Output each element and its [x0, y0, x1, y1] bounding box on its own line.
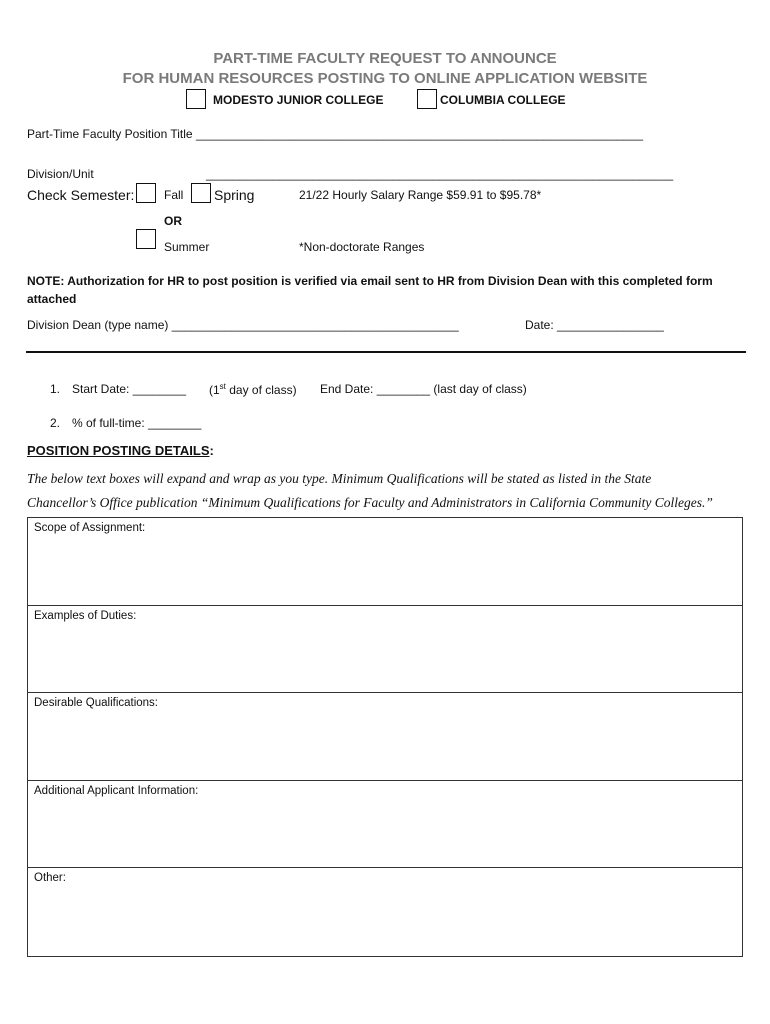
- columbia-label: COLUMBIA COLLEGE: [440, 93, 566, 107]
- non-doctorate-note: *Non-doctorate Ranges: [299, 240, 425, 254]
- spring-label: Spring: [214, 187, 255, 203]
- division-unit-line[interactable]: ______________________________________________________________________: [206, 167, 674, 181]
- instructions-line1: The below text boxes will expand and wrap as you type. Minimum Qualifications will be stated as listed in the State: [27, 471, 652, 486]
- check-semester-label: Check Semester:: [27, 187, 135, 203]
- fall-checkbox[interactable]: [136, 183, 156, 203]
- scope-of-assignment-box[interactable]: [28, 518, 742, 606]
- end-date-field[interactable]: End Date: ________ (last day of class): [320, 382, 527, 396]
- posting-details-table: [27, 517, 743, 957]
- desirable-qualifications-box[interactable]: [28, 693, 742, 781]
- divider-rule: [26, 351, 746, 353]
- additional-applicant-info-label: Additional Applicant Information:: [34, 785, 199, 797]
- posting-heading-text: POSITION POSTING DETAILS: [27, 443, 210, 458]
- or-label: OR: [164, 214, 182, 228]
- date-field[interactable]: Date: ________________: [525, 318, 664, 332]
- modesto-checkbox[interactable]: [186, 89, 206, 109]
- salary-range: 21/22 Hourly Salary Range $59.91 to $95.78*: [299, 188, 542, 202]
- position-title-field[interactable]: Part-Time Faculty Position Title ___________________________________________________________________: [27, 127, 644, 141]
- summer-label: Summer: [164, 240, 210, 254]
- division-dean-field[interactable]: Division Dean (type name) ___________________________________________: [27, 318, 459, 332]
- columbia-checkbox[interactable]: [417, 89, 437, 109]
- item-number-2: 2.: [50, 416, 61, 430]
- desirable-qualifications-label: Desirable Qualifications:: [34, 697, 159, 709]
- instructions-line2: Chancellor’s Office publication “Minimum Qualifications for Faculty and Administrators in California Community Colleges.”: [27, 495, 713, 510]
- posting-heading: [27, 443, 214, 458]
- other-box[interactable]: [28, 868, 742, 956]
- examples-of-duties-label: Examples of Duties:: [34, 610, 137, 622]
- other-label: Other:: [34, 872, 66, 884]
- note-line2: attached: [27, 292, 77, 306]
- additional-applicant-info-box[interactable]: [28, 781, 742, 868]
- form-title-line1: PART-TIME FACULTY REQUEST TO ANNOUNCE: [213, 50, 557, 67]
- division-unit-label: Division/Unit: [27, 167, 94, 181]
- form-title-line2: FOR HUMAN RESOURCES POSTING TO ONLINE APPLICATION WEBSITE: [122, 70, 648, 87]
- fall-label: Fall: [164, 188, 184, 202]
- summer-checkbox[interactable]: [136, 229, 156, 249]
- scope-of-assignment-label: Scope of Assignment:: [34, 522, 146, 534]
- start-date-field[interactable]: Start Date: ________: [72, 382, 187, 396]
- spring-checkbox[interactable]: [191, 183, 211, 203]
- full-time-field[interactable]: % of full-time: ________: [72, 416, 202, 430]
- examples-of-duties-box[interactable]: [28, 606, 742, 693]
- note-line1: NOTE: Authorization for HR to post position is verified via email sent to HR from Division Dean with this completed form: [27, 274, 713, 288]
- first-day-note: (1st day of class): [209, 382, 297, 397]
- modesto-label: MODESTO JUNIOR COLLEGE: [213, 93, 384, 107]
- posting-heading-colon: :: [209, 443, 214, 458]
- item-number-1: 1.: [50, 382, 61, 396]
